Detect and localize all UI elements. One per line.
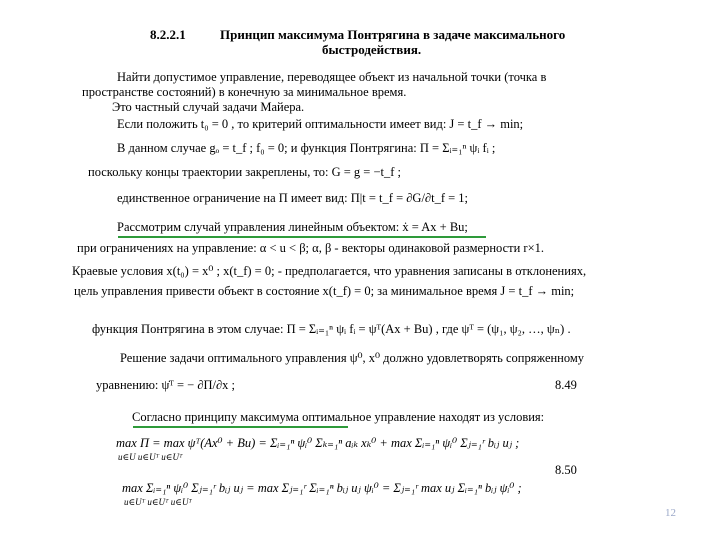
equation-850-line1-subscripts: u∈U u∈Uᵀ u∈Uᵀ xyxy=(118,452,183,462)
paragraph-control-goal: цель управления привести объект в состояние x(t_f) = 0; за минимальное время J = t_f → min; xyxy=(74,284,575,298)
paragraph-task-line1: Найти допустимое управление, переводящее объект из начальной точки (точка в xyxy=(117,70,547,84)
paragraph-adjoint-equation: уравнению: ψ̇ᵀ = − ∂П/∂x ; xyxy=(96,378,236,392)
paragraph-boundary-conditions: Краевые условия x(t₀) = x⁰ ; x(t_f) = 0; - предполагается, что уравнения записаны в отклонениях, xyxy=(72,264,587,278)
paragraph-control-limits: при ограничениях на управление: α < u < β; α, β - векторы одинаковой размерности r×1. xyxy=(77,241,545,255)
equation-850-line2: max Σᵢ₌₁ⁿ ψᵢ⁰ Σⱼ₌₁ʳ bᵢⱼ uⱼ = max Σⱼ₌₁ʳ Σᵢ₌₁ⁿ bᵢⱼ uⱼ ψᵢ⁰ = Σⱼ₌₁ʳ max uⱼ Σᵢ₌₁ⁿ bᵢⱼ ψᵢ⁰ ; xyxy=(122,481,522,495)
page-title-line1: Принцип максимума Понтрягина в задаче максимального xyxy=(220,27,566,42)
highlight-underline xyxy=(118,236,486,238)
highlight-underline-2 xyxy=(133,426,348,428)
equation-850-line2-subscripts: u∈Uᵀ u∈Uᵀ u∈Uᵀ xyxy=(124,497,192,507)
equation-number-850: 8.50 xyxy=(555,463,577,477)
paragraph-pontryagin-linear: функция Понтрягина в этом случае: П = Σᵢ₌₁ⁿ ψᵢ fᵢ = ψᵀ(Ax + Bu) , где ψᵀ = (ψ₁, ψ₂, …, ψₙ) . xyxy=(92,322,571,336)
paragraph-criterion: Если положить t₀ = 0 , то критерий оптимальности имеет вид: J = t_f → min; xyxy=(117,117,524,131)
paragraph-pontryagin-function: В данном случае gₒ = t_f ; f₀ = 0; и функция Понтрягина: П = Σᵢ₌₁ⁿ ψᵢ fᵢ ; xyxy=(117,141,496,155)
paragraph-solution-line1: Решение задачи оптимального управления ψ⁰, x⁰ должно удовлетворять сопряженному xyxy=(120,351,585,365)
paragraph-fixed-ends: поскольку концы траектории закреплены, то: G = g = −t_f ; xyxy=(88,165,402,179)
paragraph-task-line2: пространстве состояний) в конечную за минимальное время. xyxy=(82,85,407,99)
paragraph-constraint: единственное ограничение на П имеет вид: П|t = t_f = ∂G/∂t_f = 1; xyxy=(117,191,469,205)
equation-850-line1: max П = max ψᵀ(Ax⁰ + Bu) = Σᵢ₌₁ⁿ ψᵢ⁰ Σₖ₌₁ⁿ aᵢₖ xₖ⁰ + max Σᵢ₌₁ⁿ ψᵢ⁰ Σⱼ₌₁ʳ bᵢⱼ uⱼ ; xyxy=(116,436,520,450)
page-title-line2: быстродействия. xyxy=(322,42,422,57)
paragraph-linear-object: Рассмотрим случай управления линейным объектом: ẋ = Ax + Bu; xyxy=(117,220,468,234)
paragraph-mayer: Это частный случай задачи Майера. xyxy=(112,100,305,114)
section-number: 8.2.2.1 xyxy=(150,27,186,42)
page-number: 12 xyxy=(665,507,676,519)
equation-number-849: 8.49 xyxy=(555,378,577,392)
paragraph-maximum-principle: Согласно принципу максимума оптимальное управление находят из условия: xyxy=(132,410,545,424)
